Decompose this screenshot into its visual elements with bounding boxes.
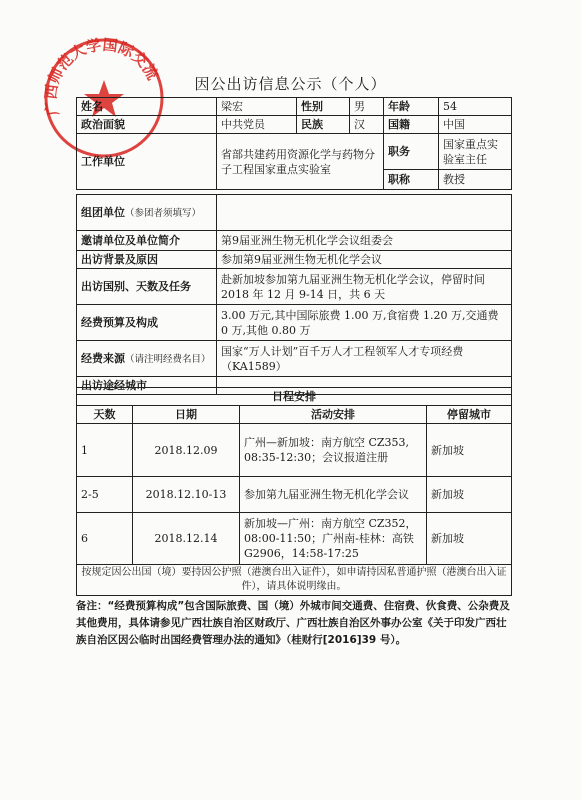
value-name: 梁宏 — [217, 98, 297, 116]
label-budget: 经费预算及构成 — [77, 305, 217, 341]
label-gender: 性别 — [297, 98, 350, 116]
label-ethnicity: 民族 — [297, 116, 350, 134]
label-funding-main: 经费来源 — [81, 351, 125, 365]
row-activity: 新加坡—广州：南方航空 CZ352，08:00-11:50；广州南-桂林：高铁 G2906，14:58-17:25 — [240, 513, 427, 565]
label-invite-unit: 邀请单位及单位简介 — [77, 231, 217, 251]
remark: 备注：“经费预算构成”包含国际旅费、国（境）外城市间交通费、住宿费、伙食费、公杂费及其他费用，具体请参见广西壮族自治区财政厅、广西壮族自治区外事办公室《关于印发广西壮族自治区因公临时出国经费管理办法的通知》（桂财行[2016]39 号）。 — [76, 600, 510, 646]
label-position: 职务 — [384, 134, 439, 170]
label-title: 职称 — [384, 170, 439, 190]
row-activity: 广州—新加坡：南方航空 CZ353, 08:35-12:30；会议报道注册 — [240, 424, 427, 477]
personal-info-table — [76, 97, 512, 190]
value-invite-unit: 第9届亚洲生物无机化学会议组委会 — [217, 231, 512, 251]
table-row — [77, 477, 512, 513]
row-days: 6 — [77, 513, 133, 565]
schedule-heading: 日程安排 — [77, 388, 512, 406]
label-nationality: 国籍 — [384, 116, 439, 134]
label-group-unit-note: （参团者须填写） — [125, 207, 202, 219]
value-ethnicity: 汉 — [350, 116, 384, 134]
value-countries: 赴新加坡参加第九届亚洲生物无机化学会议，停留时间 2018 年 12 月 9-14 日，共 6 天 — [217, 269, 512, 305]
row-city: 新加坡 — [427, 513, 512, 565]
label-funding — [77, 341, 217, 377]
trip-info-table — [76, 194, 512, 395]
row-city: 新加坡 — [427, 477, 512, 513]
col-header-date: 日期 — [133, 406, 240, 424]
row-activity: 参加第九届亚洲生物无机化学会议 — [240, 477, 427, 513]
row-date: 2018.12.14 — [133, 513, 240, 565]
label-background: 出访背景及原因 — [77, 251, 217, 269]
value-budget: 3.00 万元,其中国际旅费 1.00 万,食宿费 1.20 万,交通费 0 万,其他 0.80 万 — [217, 305, 512, 341]
col-header-city: 停留城市 — [427, 406, 512, 424]
row-days: 2-5 — [77, 477, 133, 513]
table-row — [77, 513, 512, 565]
value-funding: 国家“万人计划”百千万人才工程领军人才专项经费（KA1589） — [217, 341, 512, 377]
label-work-unit: 工作单位 — [77, 134, 217, 190]
label-countries: 出访国别、天数及任务 — [77, 269, 217, 305]
value-background: 参加第9届亚洲生物无机化学会议 — [217, 251, 512, 269]
value-group-unit — [217, 195, 512, 231]
value-position: 国家重点实验室主任 — [439, 134, 512, 170]
value-work-unit: 省部共建药用资源化学与药物分子工程国家重点实验室 — [217, 134, 384, 190]
col-header-activity: 活动安排 — [240, 406, 427, 424]
value-political: 中共党员 — [217, 116, 297, 134]
row-days: 1 — [77, 424, 133, 477]
label-group-unit — [77, 195, 217, 231]
schedule-table — [76, 387, 512, 596]
label-group-unit-main: 组团单位 — [81, 205, 125, 219]
label-name: 姓名 — [77, 98, 217, 116]
label-age: 年龄 — [384, 98, 439, 116]
row-city: 新加坡 — [427, 424, 512, 477]
label-funding-note: （请注明经费名目） — [125, 353, 211, 365]
row-date: 2018.12.10-13 — [133, 477, 240, 513]
page-title: 因公出访信息公示（个人） — [194, 75, 387, 93]
value-title: 教授 — [439, 170, 512, 190]
value-age: 54 — [439, 98, 512, 116]
value-gender: 男 — [350, 98, 384, 116]
svg-text:广西师范大学国际交流处: 广西师范大学国际交流处 — [42, 36, 162, 118]
col-header-days: 天数 — [77, 406, 133, 424]
label-political: 政治面貌 — [77, 116, 217, 134]
row-date: 2018.12.09 — [133, 424, 240, 477]
value-nationality: 中国 — [439, 116, 512, 134]
label-transit: 出访途经城市 — [77, 377, 217, 395]
table-row — [77, 424, 512, 477]
footer-note: 按规定因公出国（境）要持因公护照（港澳台出入证件），如申请持因私普通护照（港澳台出入证件），请具体说明缘由。 — [77, 565, 512, 596]
